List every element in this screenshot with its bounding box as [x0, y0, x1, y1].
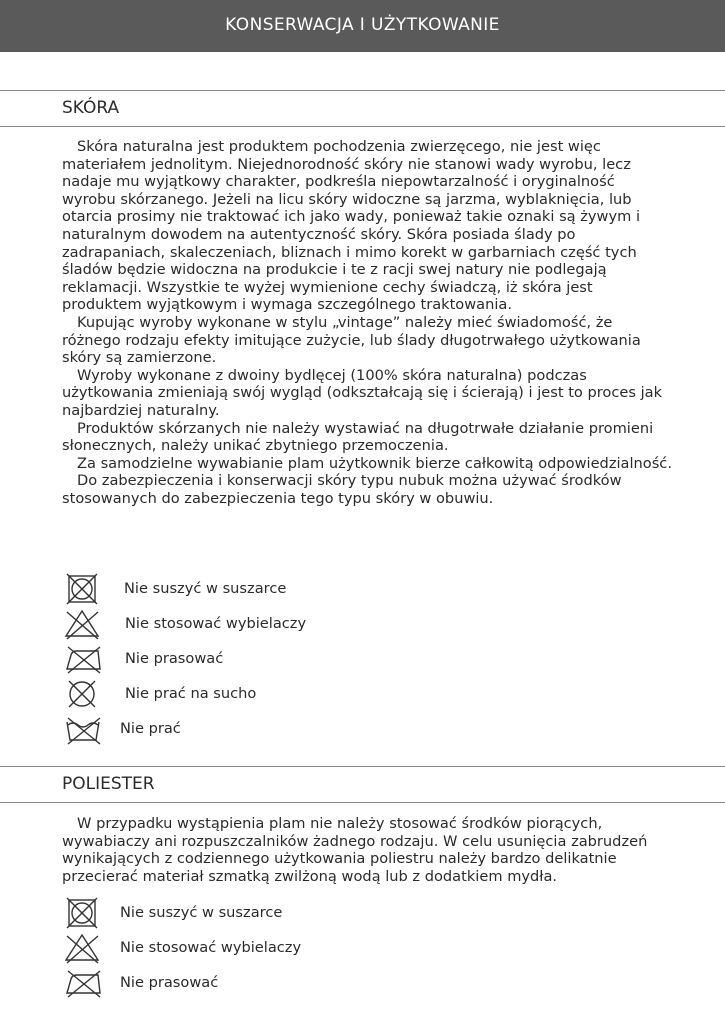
- paragraph: Za samodzielne wywabianie plam użytkownik bierze całkowitą odpowiedzialność.: [77, 454, 672, 472]
- paragraph: W przypadku wystąpienia plam nie należy stosować środków piorących, wywabiaczy ani rozpuszczalników żadnego rodzaju. W celu usunięcia zabrudzeń wynikających z codziennego użytkowania poliestru należy bardzo delikatnie przecierać materiał szmatką zwilżoną wodą lub z dodatkiem mydła.: [62, 815, 648, 885]
- care-label: Nie stosować wybielaczy: [125, 615, 307, 632]
- divider: [0, 766, 725, 767]
- care-item: [62, 966, 382, 1000]
- divider: [0, 90, 725, 91]
- care-item: [62, 931, 382, 965]
- page-title: KONSERWACJA I UŻYTKOWANIE: [225, 15, 500, 35]
- care-label: Nie prać na sucho: [125, 685, 257, 702]
- do-not-bleach-icon: [62, 607, 104, 641]
- section-title-polyester: POLIESTER: [62, 774, 155, 794]
- care-item: [62, 677, 382, 711]
- divider: [0, 126, 725, 127]
- paragraph: Do zabezpieczenia i konserwacji skóry typu nubuk można używać środków stosowanych do zabezpieczenia tego typu skóry w obuwiu.: [62, 472, 622, 507]
- care-label: Nie suszyć w suszarce: [120, 904, 283, 921]
- polyester-text: [62, 815, 672, 885]
- leather-text: [62, 138, 672, 507]
- care-item: [62, 712, 382, 746]
- care-label: Nie prasować: [120, 974, 219, 991]
- do-not-dry-clean-icon: [62, 677, 104, 711]
- care-item: [62, 607, 382, 641]
- care-label: Nie prać: [120, 720, 181, 737]
- header-bar: [0, 0, 725, 52]
- paragraph: Produktów skórzanych nie należy wystawiać na długotrwałe działanie promieni słonecznych, należy unikać zbytniego przemoczenia.: [62, 419, 654, 455]
- do-not-tumble-dry-icon: [62, 572, 104, 606]
- care-item: [62, 642, 382, 676]
- divider: [0, 802, 725, 803]
- care-item: [62, 572, 382, 606]
- care-item: [62, 896, 382, 930]
- section-title-leather: SKÓRA: [62, 98, 120, 118]
- care-label: Nie suszyć w suszarce: [124, 580, 287, 597]
- do-not-bleach-icon: [62, 931, 104, 965]
- care-label: Nie stosować wybielaczy: [120, 939, 302, 956]
- care-label: Nie prasować: [125, 650, 224, 667]
- do-not-tumble-dry-icon: [62, 896, 104, 930]
- paragraph: Skóra naturalna jest produktem pochodzenia zwierzęcego, nie jest więc materiałem jednolitym. Niejednorodność skóry nie stanowi wady wyrobu, lecz nadaje mu wyjątkowy charakter, podkreśla niepowtarzalność i oryginalność wyrobu skórzanego. Jeżeli na licu skóry widoczne są jarzma, wyblaknięcia, lub otarcia prosimy nie traktować ich jako wady, ponieważ takie oznaki są żywym i naturalnym dowodem na autentyczność skóry. Skóra posiada ślady po zadrapaniach, skaleczeniach, bliznach i mimo korekt w garbarniach część tych śladów będzie widoczna na produkcie i te z racji swej natury nie podlegają reklamacji. Wszystkie te wyżej wymienione cechy świadczą, iż skóra jest produktem wyjątkowym i wymaga szczególnego traktowania.: [62, 138, 641, 314]
- do-not-iron-icon: [62, 966, 104, 1000]
- do-not-wash-icon: [62, 712, 104, 746]
- paragraph: Wyroby wykonane z dwoiny bydlęcej (100% skóra naturalna) podczas użytkowania zmieniają swój wygląd (odkształcają się i ścierają) i jest to proces jak najbardziej naturalny.: [62, 366, 663, 419]
- paragraph: Kupując wyroby wykonane w stylu „vintage” należy mieć świadomość, że różnego rodzaju efekty imitujące zużycie, lub ślady długotrwałego użytkowania skóry są zamierzone.: [62, 313, 641, 367]
- do-not-iron-icon: [62, 642, 104, 676]
